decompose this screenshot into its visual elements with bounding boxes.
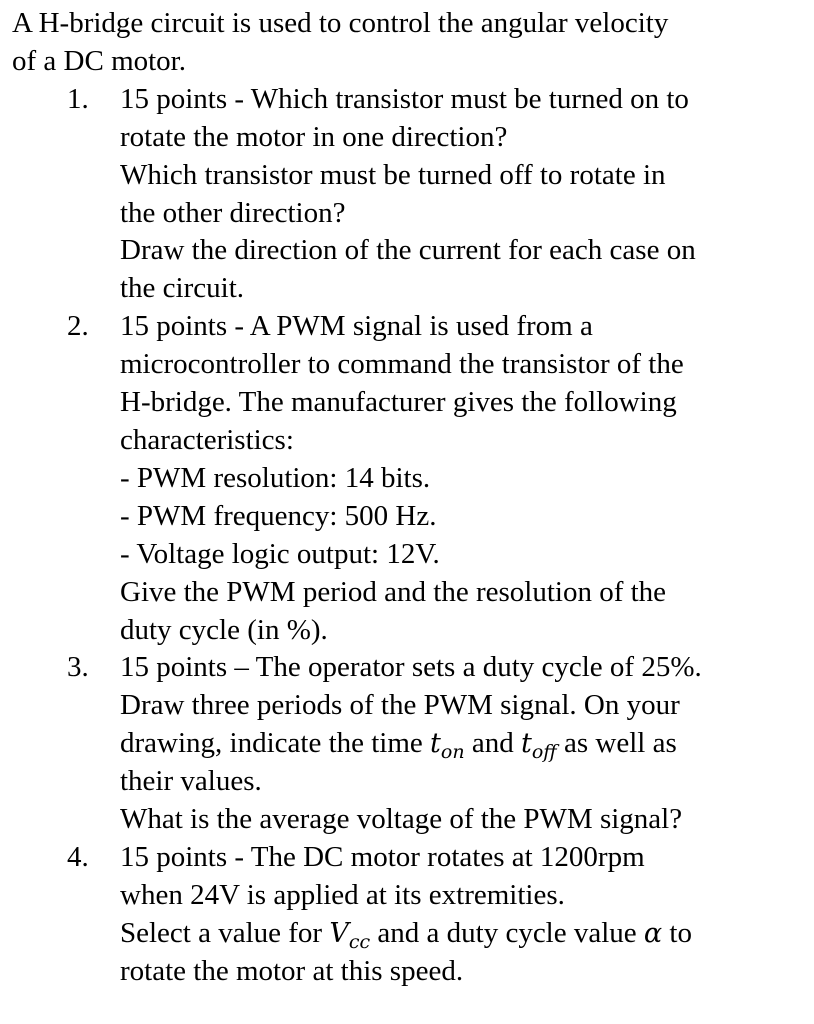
question-1-line-6: the circuit. (120, 272, 245, 305)
question-4-line-2: when 24V is applied at its extremities. (120, 878, 565, 911)
spec-pwm-frequency: - PWM frequency: 500 Hz. (120, 499, 437, 532)
question-1-line-1: 15 points - Which transistor must be turned on to (120, 82, 689, 115)
alpha-symbol: α (643, 917, 663, 949)
question-3-number: 3. (67, 651, 89, 684)
spec-pwm-resolution: - PWM resolution: 14 bits. (120, 461, 431, 494)
question-3-line-3-post: as well as (556, 727, 677, 760)
t-off-subscript: off (531, 741, 557, 764)
question-1-line-5: Draw the direction of the current for each case on (120, 234, 696, 267)
problem-intro (12, 5, 808, 81)
question-3-line-4: their values. (120, 765, 262, 798)
t-off-base: t (520, 728, 532, 760)
question-3-line-2: Draw three periods of the PWM signal. On your (120, 689, 680, 722)
t-off-symbol (520, 728, 557, 764)
question-2-line-3: H-bridge. The manufacturer gives the following (120, 386, 677, 419)
question-3 (12, 649, 808, 839)
intro-line-2: of a DC motor. (12, 44, 186, 77)
question-2 (12, 308, 808, 649)
question-4-line-3 (120, 915, 808, 953)
vcc-subscript: cc (348, 930, 371, 953)
question-4 (12, 839, 808, 991)
vcc-base: V (329, 917, 349, 949)
question-2-line-1: 15 points - A PWM signal is used from a (120, 310, 593, 343)
question-4-line-1: 15 points - The DC motor rotates at 1200rpm (120, 840, 645, 873)
question-2-number: 2. (67, 310, 89, 343)
question-1-line-3: Which transistor must be turned off to rotate in (120, 158, 666, 191)
t-on-symbol (430, 728, 465, 764)
spec-voltage-logic-output: - Voltage logic output: 12V. (120, 537, 440, 570)
question-2-line-2: microcontroller to command the transistor of the (120, 348, 684, 381)
question-list (12, 81, 808, 991)
question-4-line-4: rotate the motor at this speed. (120, 954, 464, 987)
t-on-base: t (430, 728, 441, 760)
problem-document (12, 5, 808, 991)
question-1 (12, 81, 808, 308)
question-3-line-5: What is the average voltage of the PWM signal? (120, 803, 683, 836)
question-3-line-3-mid: and (464, 727, 521, 760)
question-3-line-1: 15 points – The operator sets a duty cycle of 25%. (120, 651, 702, 684)
question-4-line-3-post: to (662, 916, 692, 949)
question-1-number: 1. (67, 82, 89, 115)
t-on-subscript: on (440, 741, 465, 764)
question-4-line-3-mid: and a duty cycle value (370, 916, 644, 949)
question-2-line-8: Give the PWM period and the resolution of the (120, 575, 667, 608)
question-4-number: 4. (67, 840, 89, 873)
question-1-line-4: the other direction? (120, 196, 346, 229)
question-3-line-3 (120, 725, 808, 763)
question-1-line-2: rotate the motor in one direction? (120, 120, 508, 153)
question-2-line-4: characteristics: (120, 423, 294, 456)
question-4-line-3-pre: Select a value for (120, 916, 330, 949)
question-2-line-9: duty cycle (in %). (120, 613, 328, 646)
intro-line-1: A H-bridge circuit is used to control the angular velocity (12, 7, 669, 39)
vcc-symbol (329, 917, 371, 953)
question-3-line-3-pre: drawing, indicate the time (120, 727, 431, 760)
